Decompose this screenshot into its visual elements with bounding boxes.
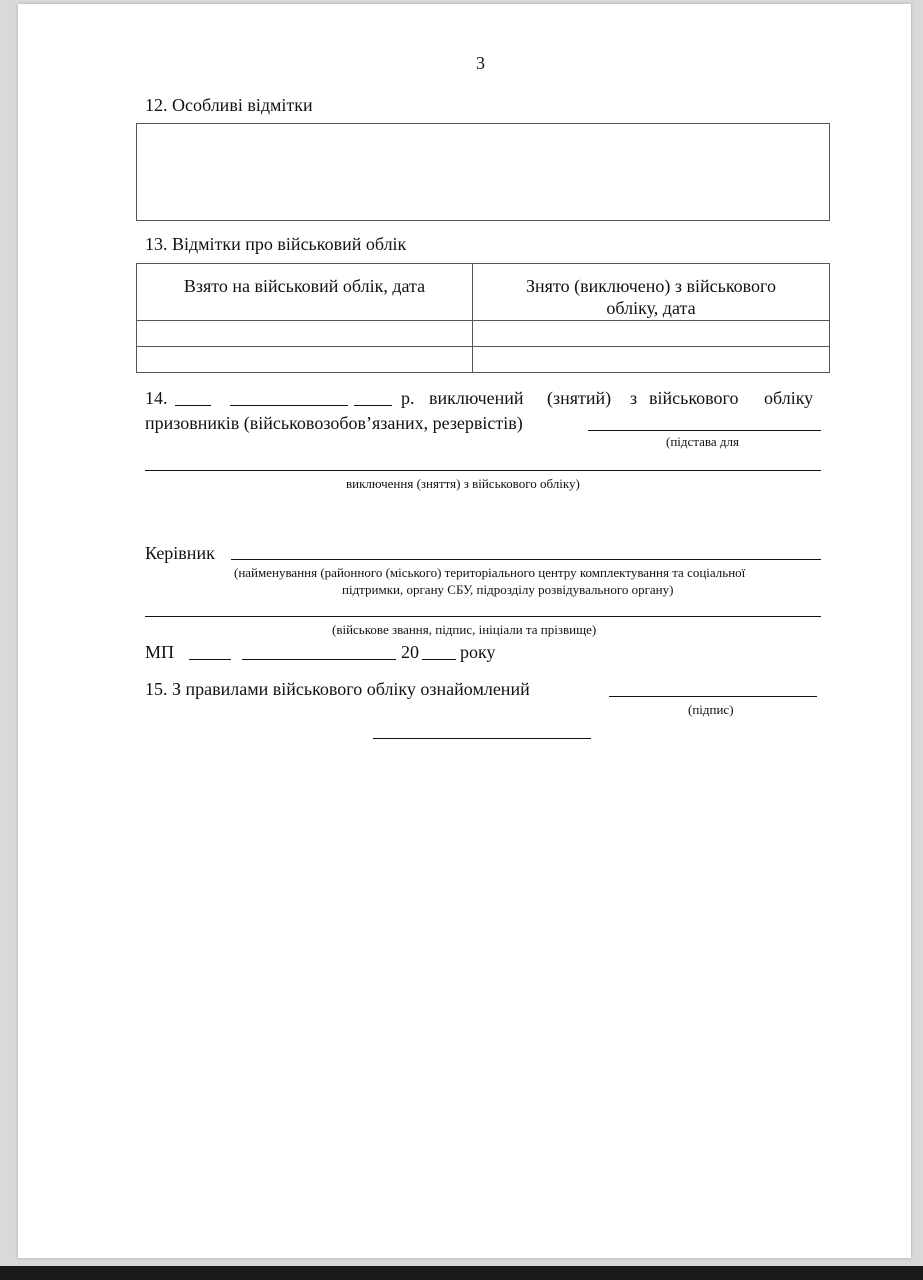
table-header-row [137, 264, 830, 321]
page-number: 3 [476, 53, 485, 73]
word-military: військового [649, 388, 739, 408]
year-prefix: 20 [401, 642, 419, 662]
word-from: з [630, 388, 638, 408]
rank-signature-blank[interactable] [145, 616, 821, 617]
table-row [137, 347, 830, 373]
year-abbrev: р. [401, 388, 415, 408]
month-blank[interactable] [230, 405, 348, 406]
basis-caption-2: виключення (зняття) з військового обліку) [346, 476, 580, 491]
col-removed-header-line1: Знято (виключено) з військового [526, 276, 776, 296]
section-14-text: призовників (військовозобов’язаних, резервістів) [145, 413, 523, 433]
table-row [137, 321, 830, 347]
col-registered-header: Взято на військовий облік, дата [183, 276, 426, 296]
rank-caption: (військове звання, підпис, ініціали та прізвище) [332, 622, 597, 637]
table-cell-registered-date[interactable] [137, 347, 473, 373]
basis-blank-2[interactable] [145, 470, 821, 471]
name-blank[interactable] [373, 738, 591, 739]
year-blank[interactable] [354, 405, 392, 406]
col-removed-header-line2: обліку, дата [606, 298, 696, 318]
head-name-blank[interactable] [231, 559, 821, 560]
section-14-number: 14. [145, 388, 168, 408]
word-account: обліку [764, 388, 814, 408]
signature-caption: (підпис) [688, 702, 734, 717]
year-suffix: року [460, 642, 496, 662]
word-excluded: виключений [429, 388, 524, 408]
acknowledgement-signature-blank[interactable] [609, 696, 817, 697]
stamp-label: МП [145, 642, 175, 662]
table-cell-removed-date[interactable] [473, 321, 830, 347]
stamp-year-blank[interactable] [422, 659, 456, 660]
stamp-day-blank[interactable] [189, 659, 231, 660]
head-caption-2: підтримки, органу СБУ, підрозділу розвідувального органу) [342, 582, 674, 597]
screen-bottom-bar [0, 1266, 923, 1280]
section-13-title: 13. Відмітки про військовий облік [145, 234, 407, 254]
stamp-month-blank[interactable] [242, 659, 396, 660]
table-header-cell [137, 264, 473, 321]
military-registration-table [136, 263, 830, 373]
word-removed: (знятий) [547, 388, 612, 408]
document-page [18, 4, 911, 1258]
day-blank[interactable] [175, 405, 211, 406]
table-cell-removed-date[interactable] [473, 347, 830, 373]
table-cell-registered-date[interactable] [137, 321, 473, 347]
basis-caption-1: (підстава для [666, 434, 739, 449]
head-caption-1: (найменування (районного (міського) територіального центру комплектування та соціальної [234, 565, 746, 580]
special-notes-box[interactable] [136, 123, 830, 221]
section-15-text: 15. З правилами військового обліку ознайомлений [145, 679, 530, 699]
table-header-cell [473, 264, 830, 321]
section-12-title: 12. Особливі відмітки [145, 95, 313, 115]
basis-blank[interactable] [588, 430, 821, 431]
head-label: Керівник [145, 543, 215, 563]
